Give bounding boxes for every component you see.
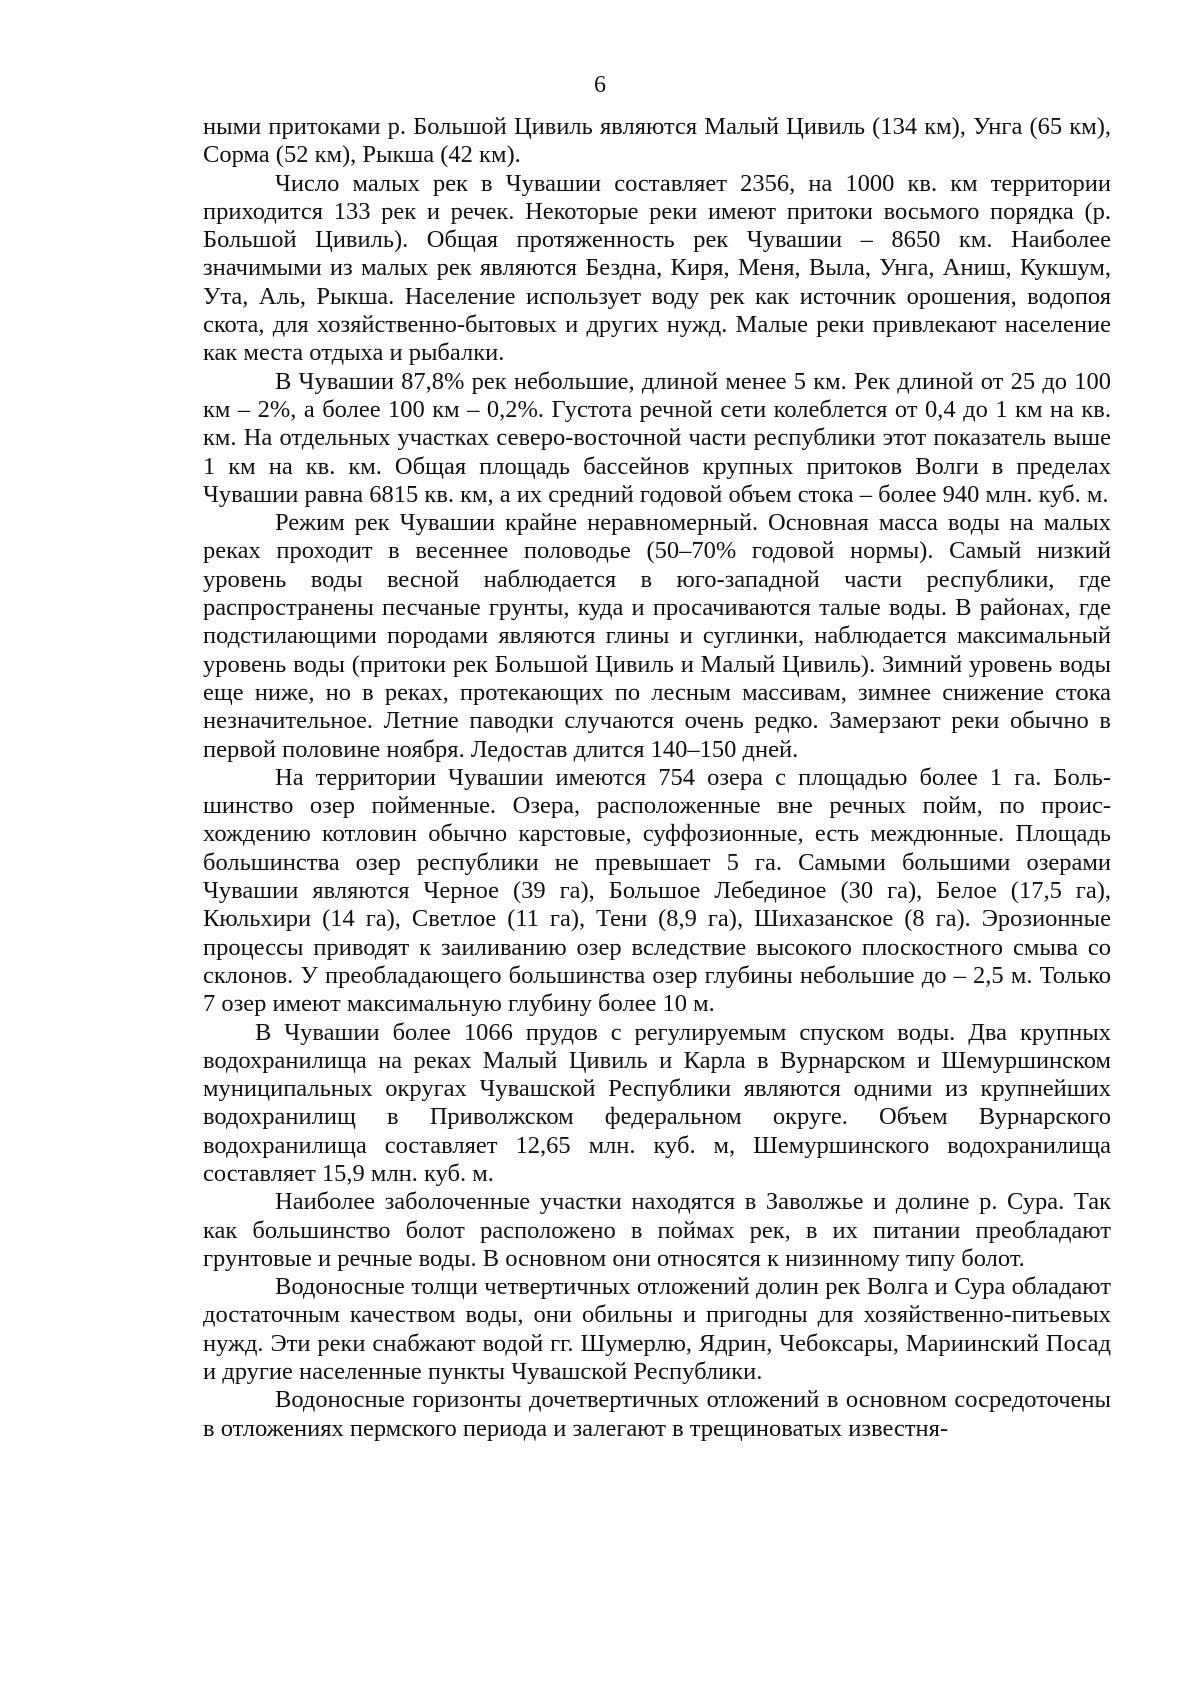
paragraph-ponds-reservoirs: В Чувашии более 1066 прудов с регулируемым спуском воды. Два крупных водохранилища на реках Малый Цивиль и Карла в Вурнарском и Шемуршинском муниципальных округах Чувашской Республики являются одними из крупнейших водохранилищ в Приволжском федеральном округе. Объем Вурнарского водохранилища составляет 12,65 млн. куб. м, Шемуршинского водохранилища составляет 15,9 млн. куб. м. [203, 1018, 1111, 1187]
paragraph-river-regime: Режим рек Чувашии крайне неравномерный. Основная масса воды на малых реках проходит в весеннее половодье (50–70% годовой нормы). Самый низкий уровень воды весной наблюдается в юго-западной части республики, где распространены песчаные грунты, куда и просачиваются талые воды. В районах, где подстилающими породами являются глины и суглинки, наблюдается максимальный уровень воды (притоки рек Большой Цивиль и Малый Цивиль). Зимний уровень воды еще ниже, но в реках, протекающих по лесным массивам, зимнее снижение стока незначительное. Летние паводки случаются очень редко. Замерзают реки обычно в первой половине ноября. Ледостав длится 140–150 дней. [203, 509, 1111, 763]
page-number: 6 [594, 72, 606, 98]
paragraph-continuation: ными притоками р. Большой Цивиль являются Малый Цивиль (134 км), Унга (65 км), Сорма (52 км), Рыкша (42 км). [203, 113, 1111, 169]
paragraph-small-rivers: Число малых рек в Чувашии составляет 2356, на 1000 кв. км территории приходится 133 рек и речек. Некоторые реки имеют притоки восьмого порядка (р. Большой Цивиль). Общая протяженность рек Чувашии – 8650 км. Наиболее значимыми из малых рек являются Бездна, Киря, Меня, Выла, Унга, Аниш, Кукшум, Ута, Аль, Рыкша. Население использует воду рек как источник орошения, водопоя скота, для хозяйственно-бытовых и других нужд. Малые реки привлекают население как места отдыха и рыбалки. [203, 169, 1111, 367]
paragraph-quaternary-aquifers: Водоносные толщи четвертичных отложений долин рек Волга и Сура обладают достаточным качеством воды, они обильны и пригодны для хозяйственно-питьевых нужд. Эти реки снабжают водой гг. Шумерлю, Ядрин, Чебоксары, Мариинский Посад и другие населенные пункты Чувашской Республики. [203, 1273, 1111, 1386]
paragraph-prequaternary-aquifers: Водоносные горизонты дочетвертичных отложений в основном сосредоточены в отложениях пермского периода и залегают в трещиноватых известня- [203, 1386, 1111, 1442]
paragraph-swamps: Наиболее заболоченные участки находятся в Заволжье и долине р. Сура. Так как большинство болот расположено в поймах рек, в их питании преобладают грунтовые и речные воды. В основном они относятся к низинному типу болот. [203, 1188, 1111, 1272]
paragraph-lakes: На территории Чувашии имеются 754 озера с площадью более 1 га. Большинство озер пойменные. Озера, расположенные вне речных пойм, по происхождению котловин обычно карстовые, суффозионные, есть междюнные. Площадь большинства озер республики не превышает 5 га. Самыми большими озерами Чувашии являются Черное (39 га), Большое Лебединое (30 га), Белое (17,5 га), Кюльхири (14 га), Светлое (11 га), Тени (8,9 га), Шихазанское (8 га). Эрозионные процессы приводят к заиливанию озер вследствие высокого плоскостного смыва со склонов. У преобладающего большинства озер глубины небольшие до – 2,5 м. Только 7 озер имеют максимальную глубину более 10 м. [203, 763, 1111, 1018]
document-body [203, 113, 1111, 1443]
paragraph-river-length: В Чувашии 87,8% рек небольшие, длиной менее 5 км. Рек длиной от 25 до 100 км – 2%, а более 100 км – 0,2%. Густота речной сети колеблется от 0,4 до 1 км на кв. км. На отдельных участках северо-восточной части республики этот показатель выше 1 км на кв. км. Общая площадь бассейнов крупных притоков Волги в пределах Чувашии равна 6815 кв. км, а их средний годовой объем стока – более 940 млн. куб. м. [203, 367, 1111, 508]
